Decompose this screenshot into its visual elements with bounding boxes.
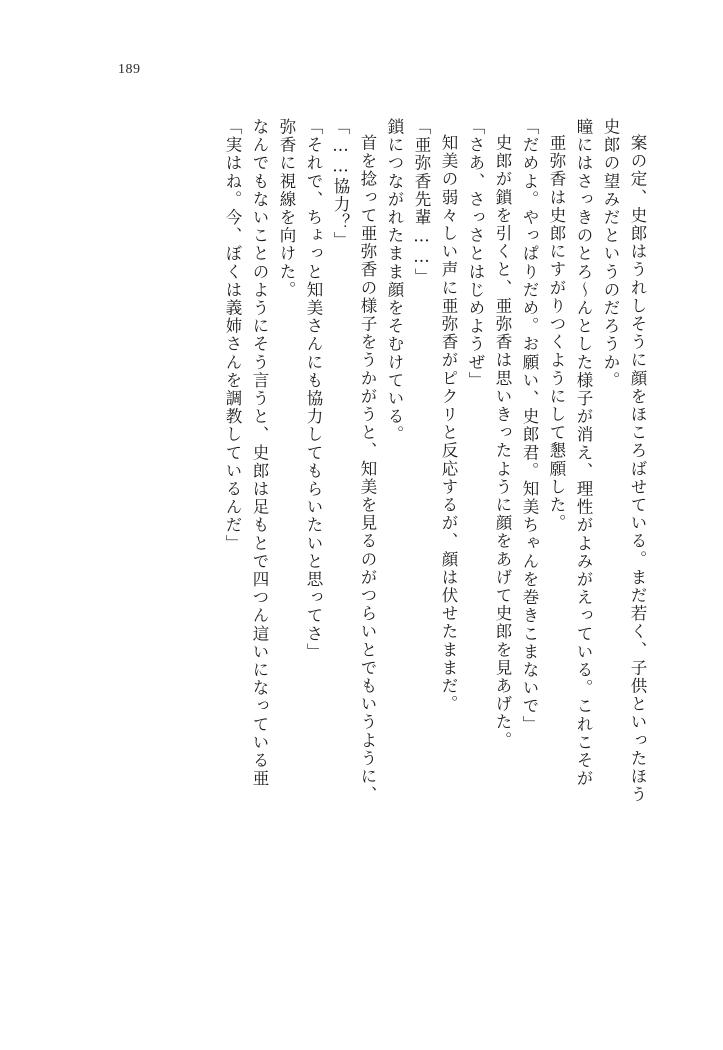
text-column: 知美の弱々しい声に亜弥香がピクリと反応するが、顔は伏せたままだ。: [439, 134, 458, 714]
text-column: 「それで、ちょっと知美さんにも協力してもらいたいと思ってさ」: [304, 118, 323, 661]
text-column: 首を捻って亜弥香の様子をうかがうと、知美を見るのがつらいとでもいうように、: [358, 134, 377, 804]
text-column: 「実はね。今、ぼくは義姉さんを調教しているんだ」: [223, 118, 242, 553]
text-column: なんでもないことのようにそう言うと、史郎は足もとで四つん這いになっている亜: [250, 118, 269, 788]
text-column: 瞳にはさっきのとろ～んとした様子が消え、理性がよみがえっている。これこそが: [574, 118, 593, 788]
text-column: 史郎の望みだというのだろうか。: [601, 118, 620, 390]
text-column: 「さあ、さっさとはじめようぜ」: [466, 118, 485, 390]
text-column: 「だめよ。やっぱりだめ。お願い、史郎君。知美ちゃんを巻きこまないで」: [520, 118, 539, 734]
novel-body-text: [224, 118, 646, 978]
text-column: 「……協力？」: [331, 118, 350, 250]
text-column: 「亜弥香先輩……」: [412, 118, 431, 286]
text-column: 史郎が鎖を引くと、亜弥香は思いきったように顔をあげて史郎を見あげた。: [493, 134, 512, 750]
text-column: 亜弥香は史郎にすがりつくようにして懇願した。: [547, 134, 566, 533]
text-column: 鎖につながれたまま顔をそむけている。: [385, 118, 404, 444]
text-column: 案の定、史郎はうれしそうに顔をほころばせている。まだ若く、子供といったほう: [628, 134, 647, 804]
text-column: 弥香に視線を向けた。: [277, 118, 296, 299]
page-number: 189: [118, 62, 141, 77]
